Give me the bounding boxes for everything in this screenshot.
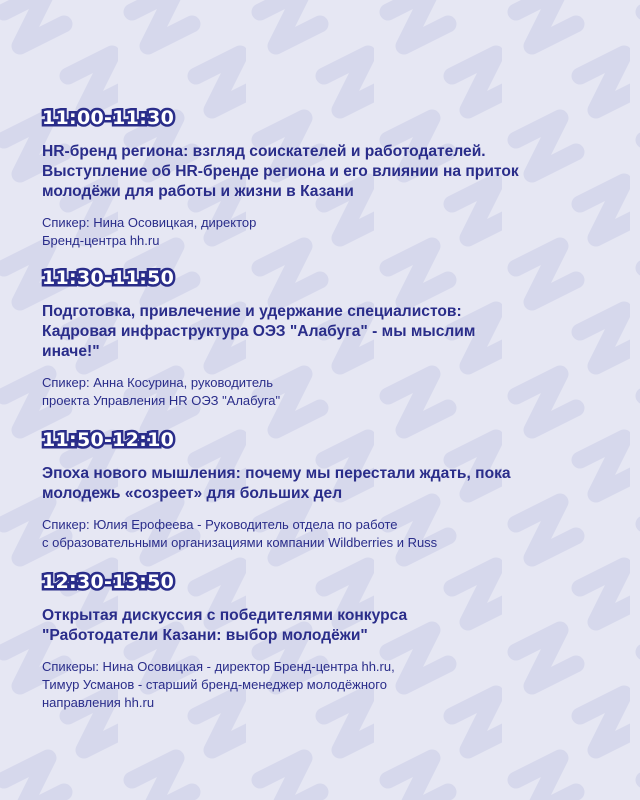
talk-title-line: молодежь «созреет» для больших дел <box>42 485 343 502</box>
talk-title <box>42 606 612 646</box>
talk-title-line: молодёжи для работы и жизни в Казани <box>42 183 354 200</box>
speaker-line: направления hh.ru <box>42 695 155 710</box>
speaker-info <box>42 658 612 712</box>
time-slot: 11:00-11:30 <box>42 107 175 129</box>
speaker-info <box>42 516 612 552</box>
schedule-item <box>42 570 612 712</box>
schedule-item <box>42 266 612 410</box>
speaker-line: Спикер: Нина Осовицкая, директор <box>42 215 257 230</box>
schedule-item <box>42 428 612 552</box>
speaker-line: проекта Управления HR ОЭЗ "Алабуга" <box>42 393 281 408</box>
talk-title <box>42 302 612 362</box>
schedule-item <box>42 106 612 250</box>
talk-title-line: Подготовка, привлечение и удержание специалистов: <box>42 303 462 320</box>
talk-title <box>42 464 612 504</box>
talk-title-line: HR-бренд региона: взгляд соискателей и работодателей. <box>42 143 486 160</box>
time-slot: 12:30-13:50 <box>42 571 175 593</box>
speaker-line: Бренд-центра hh.ru <box>42 233 160 248</box>
talk-title-line: "Работодатели Казани: выбор молодёжи" <box>42 627 368 644</box>
time-slot: 11:50-12:10 <box>42 429 175 451</box>
speaker-line: с образовательными организациями компании Wildberries и Russ <box>42 535 438 550</box>
talk-title-line: Кадровая инфраструктура ОЭЗ "Алабуга" - мы мыслим <box>42 323 476 340</box>
speaker-info <box>42 214 612 250</box>
time-slot: 11:30-11:50 <box>42 267 175 289</box>
speaker-info <box>42 374 612 410</box>
talk-title <box>42 142 612 202</box>
speaker-line: Спикеры: Нина Осовицкая - директор Бренд-центра hh.ru, <box>42 659 395 674</box>
talk-title-line: Открытая дискуссия с победителями конкурса <box>42 607 408 624</box>
talk-title-line: иначе!" <box>42 343 100 360</box>
talk-title-line: Выступление об HR-бренде региона и его влиянии на приток <box>42 163 519 180</box>
speaker-line: Спикер: Юлия Ерофеева - Руководитель отдела по работе <box>42 517 398 532</box>
speaker-line: Спикер: Анна Косурина, руководитель <box>42 375 274 390</box>
speaker-line: Тимур Усманов - старший бренд-менеджер молодёжного <box>42 677 387 692</box>
talk-title-line: Эпоха нового мышления: почему мы перестали ждать, пока <box>42 465 511 482</box>
